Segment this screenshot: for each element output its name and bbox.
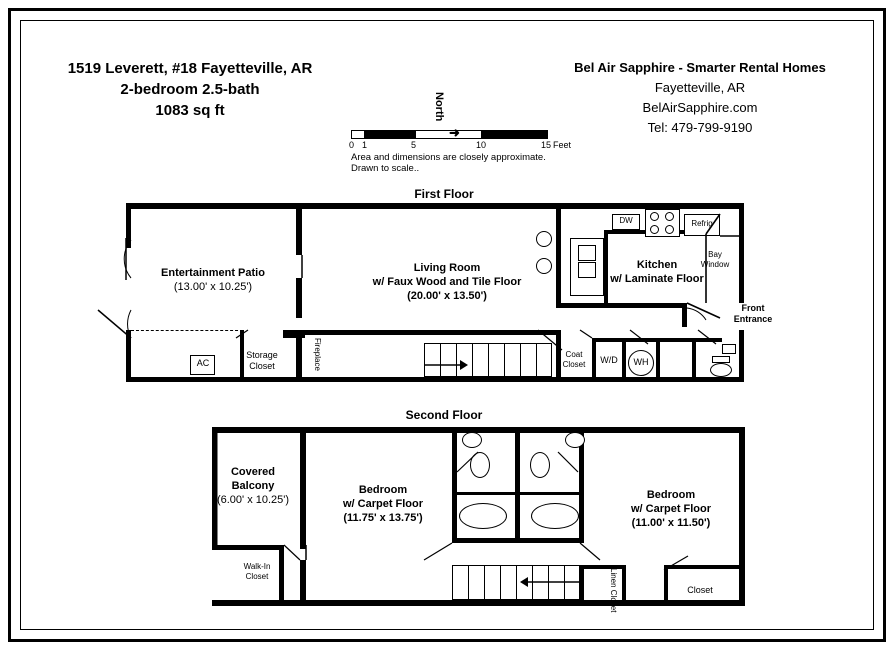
storage-closet-line1: Storage xyxy=(246,350,278,360)
company-website: BelAirSapphire.com xyxy=(642,100,758,115)
bedroom-2-name: Bedroom xyxy=(646,489,696,501)
fireplace-side-wall xyxy=(296,338,302,382)
toilet-icon-half-bath xyxy=(710,363,732,377)
toilet-tank-half-bath xyxy=(712,356,730,363)
tub-icon-bath-left xyxy=(459,503,507,529)
living-room-label xyxy=(373,261,522,303)
company-block xyxy=(574,58,826,138)
patio-dims: (13.00' x 10.25') xyxy=(173,281,253,293)
linen-closet-label: Linen Closet xyxy=(609,568,618,613)
bay-window-line1: Bay xyxy=(708,250,722,259)
coat-closet-line2: Closet xyxy=(562,360,586,369)
company-phone: Tel: 479-799-9190 xyxy=(647,120,753,135)
front-entrance-label xyxy=(734,303,773,325)
burner-icon-3 xyxy=(650,225,659,234)
patio-bottom-wall xyxy=(131,378,243,382)
balcony-line2: Balcony xyxy=(231,480,275,492)
company-city: Fayetteville, AR xyxy=(654,80,746,95)
living-room-dims: (20.00' x 13.50') xyxy=(407,290,487,302)
patio-living-wall-lower xyxy=(296,278,302,318)
patio-living-wall-upper xyxy=(296,203,302,255)
bay-window-line2: Window xyxy=(700,260,730,269)
property-beds-baths: 2-bedroom 2.5-bath xyxy=(120,81,260,98)
balcony-line1: Covered xyxy=(230,466,276,478)
balcony-bedroom-wall-lower xyxy=(300,560,306,606)
pendant-light-icon-1 xyxy=(536,231,552,247)
scale-tick-1: 1 xyxy=(362,140,368,150)
bedroom-2-dims: (11.00' x 11.50') xyxy=(631,517,711,529)
burner-icon-4 xyxy=(665,225,674,234)
second-floor-wall-top xyxy=(212,427,745,433)
patio-dashed-edge xyxy=(131,330,243,331)
walkin-closet-label xyxy=(244,562,271,582)
living-room-name: Living Room xyxy=(413,262,481,274)
fireplace-label: Fireplace xyxy=(313,338,322,371)
bath-left-tub-wall xyxy=(452,492,515,495)
closet-wall-top xyxy=(664,565,739,569)
closet-wall-left xyxy=(664,565,668,606)
bath-left-wall xyxy=(452,433,457,543)
pendant-light-icon-2 xyxy=(536,258,552,274)
property-area: 1083 sq ft xyxy=(155,102,225,119)
bedroom-1-name: Bedroom xyxy=(358,484,408,496)
tub-icon-bath-right xyxy=(531,503,579,529)
first-floor-wall-left-lower xyxy=(126,330,131,382)
first-floor-label: First Floor xyxy=(414,187,474,201)
linen-closet-wall-right xyxy=(622,565,626,606)
first-floor-wall-left-upper xyxy=(126,203,131,248)
walkin-closet-line2: Closet xyxy=(245,572,269,581)
closet-label: Closet xyxy=(687,585,713,595)
sink-basin-1 xyxy=(578,245,596,261)
wh-wall-right xyxy=(656,338,660,382)
north-arrow-icon: ➜ xyxy=(449,125,460,140)
washer-dryer-label: W/D xyxy=(600,355,618,365)
scale-note xyxy=(351,152,546,174)
dishwasher-label: DW xyxy=(619,216,633,225)
refrigerator-label: Refrig xyxy=(691,219,713,228)
second-floor-label: Second Floor xyxy=(405,408,483,422)
first-floor-wall-right-upper xyxy=(739,203,744,303)
kitchen-bottom-wall xyxy=(556,303,686,308)
burner-icon-1 xyxy=(650,212,659,221)
balcony-bedroom-wall xyxy=(300,427,306,549)
balcony-bottom-wall xyxy=(212,545,282,550)
scale-ticks xyxy=(345,140,572,152)
balcony-dashed-edge xyxy=(213,433,214,545)
toilet-icon-bath-left xyxy=(470,452,490,478)
kitchen-left-wall xyxy=(556,203,561,308)
coat-closet-wall-left xyxy=(592,338,596,382)
scale-tick-15: 15 xyxy=(541,140,552,150)
bedroom-1-label xyxy=(343,483,423,525)
storage-closet-label xyxy=(246,350,278,372)
front-entrance-line2: Entrance xyxy=(733,314,773,324)
bath-right-tub-wall xyxy=(520,492,584,495)
kitchen-name: Kitchen xyxy=(636,259,678,271)
wd-wall-right xyxy=(622,338,626,382)
patio-name: Entertainment Patio xyxy=(161,267,265,279)
sink-icon-bath-left xyxy=(462,432,482,448)
property-address: 1519 Leverett, #18 Fayetteville, AR xyxy=(67,60,313,77)
sink-basin-2 xyxy=(578,262,596,278)
scale-tick-5: 5 xyxy=(411,140,417,150)
living-room-sub: w/ Faux Wood and Tile Floor xyxy=(372,276,522,288)
kitchen-label xyxy=(610,258,704,286)
scale-tick-10: 10 xyxy=(476,140,487,150)
toilet-icon-bath-right xyxy=(530,452,550,478)
storage-closet-wall xyxy=(240,330,244,382)
kitchen-entry-wall xyxy=(682,303,687,327)
scale-bar-group xyxy=(345,92,572,174)
burner-icon-2 xyxy=(665,212,674,221)
living-room-bottom-wall xyxy=(302,330,558,335)
bath-right-wall xyxy=(579,433,584,543)
linen-closet-wall-top xyxy=(580,565,626,569)
bath-bottom-wall xyxy=(452,538,584,543)
company-name: Bel Air Sapphire - Smarter Rental Homes xyxy=(574,60,826,75)
kitchen-counter-side xyxy=(604,230,608,308)
bay-window-label xyxy=(701,250,729,270)
scale-tick-0: 0 xyxy=(349,140,355,150)
scale-note-line1: Area and dimensions are closely approximate. xyxy=(351,152,546,163)
sink-icon-bath-right xyxy=(565,432,585,448)
storage-closet-line2: Closet xyxy=(249,361,275,371)
bedroom-1-sub: w/ Carpet Floor xyxy=(342,498,424,510)
scale-bar xyxy=(351,130,548,139)
bedroom-2-sub: w/ Carpet Floor xyxy=(630,503,712,515)
walkin-closet-line1: Walk-In xyxy=(243,562,271,571)
first-floor-wall-right-lower xyxy=(739,330,744,382)
linen-closet-wall-left xyxy=(580,565,584,606)
bath-center-wall xyxy=(515,433,520,543)
ac-unit-label: AC xyxy=(196,358,210,368)
title-block xyxy=(68,58,313,121)
second-floor-wall-right xyxy=(739,427,745,606)
kitchen-sub: w/ Laminate Floor xyxy=(610,273,704,285)
bedroom-2-label xyxy=(631,488,711,530)
half-bath-wall-left xyxy=(692,338,696,382)
coat-closet-label xyxy=(563,350,586,370)
stair-closet-wall xyxy=(556,330,561,382)
front-entrance-line1: Front xyxy=(741,303,765,313)
balcony-label xyxy=(217,465,289,507)
patio-label xyxy=(161,266,265,294)
water-heater-label: WH xyxy=(633,357,649,367)
sink-icon-half-bath xyxy=(722,344,736,354)
coat-closet-line1: Coat xyxy=(565,350,583,359)
bedroom-1-dims: (11.75' x 13.75') xyxy=(343,512,423,524)
scale-note-line2: Drawn to scale.. xyxy=(351,163,420,174)
walkin-closet-wall xyxy=(279,545,284,606)
balcony-dims: (6.00' x 10.25') xyxy=(216,494,290,506)
scale-units: Feet xyxy=(553,140,572,150)
north-label: North xyxy=(433,92,445,122)
